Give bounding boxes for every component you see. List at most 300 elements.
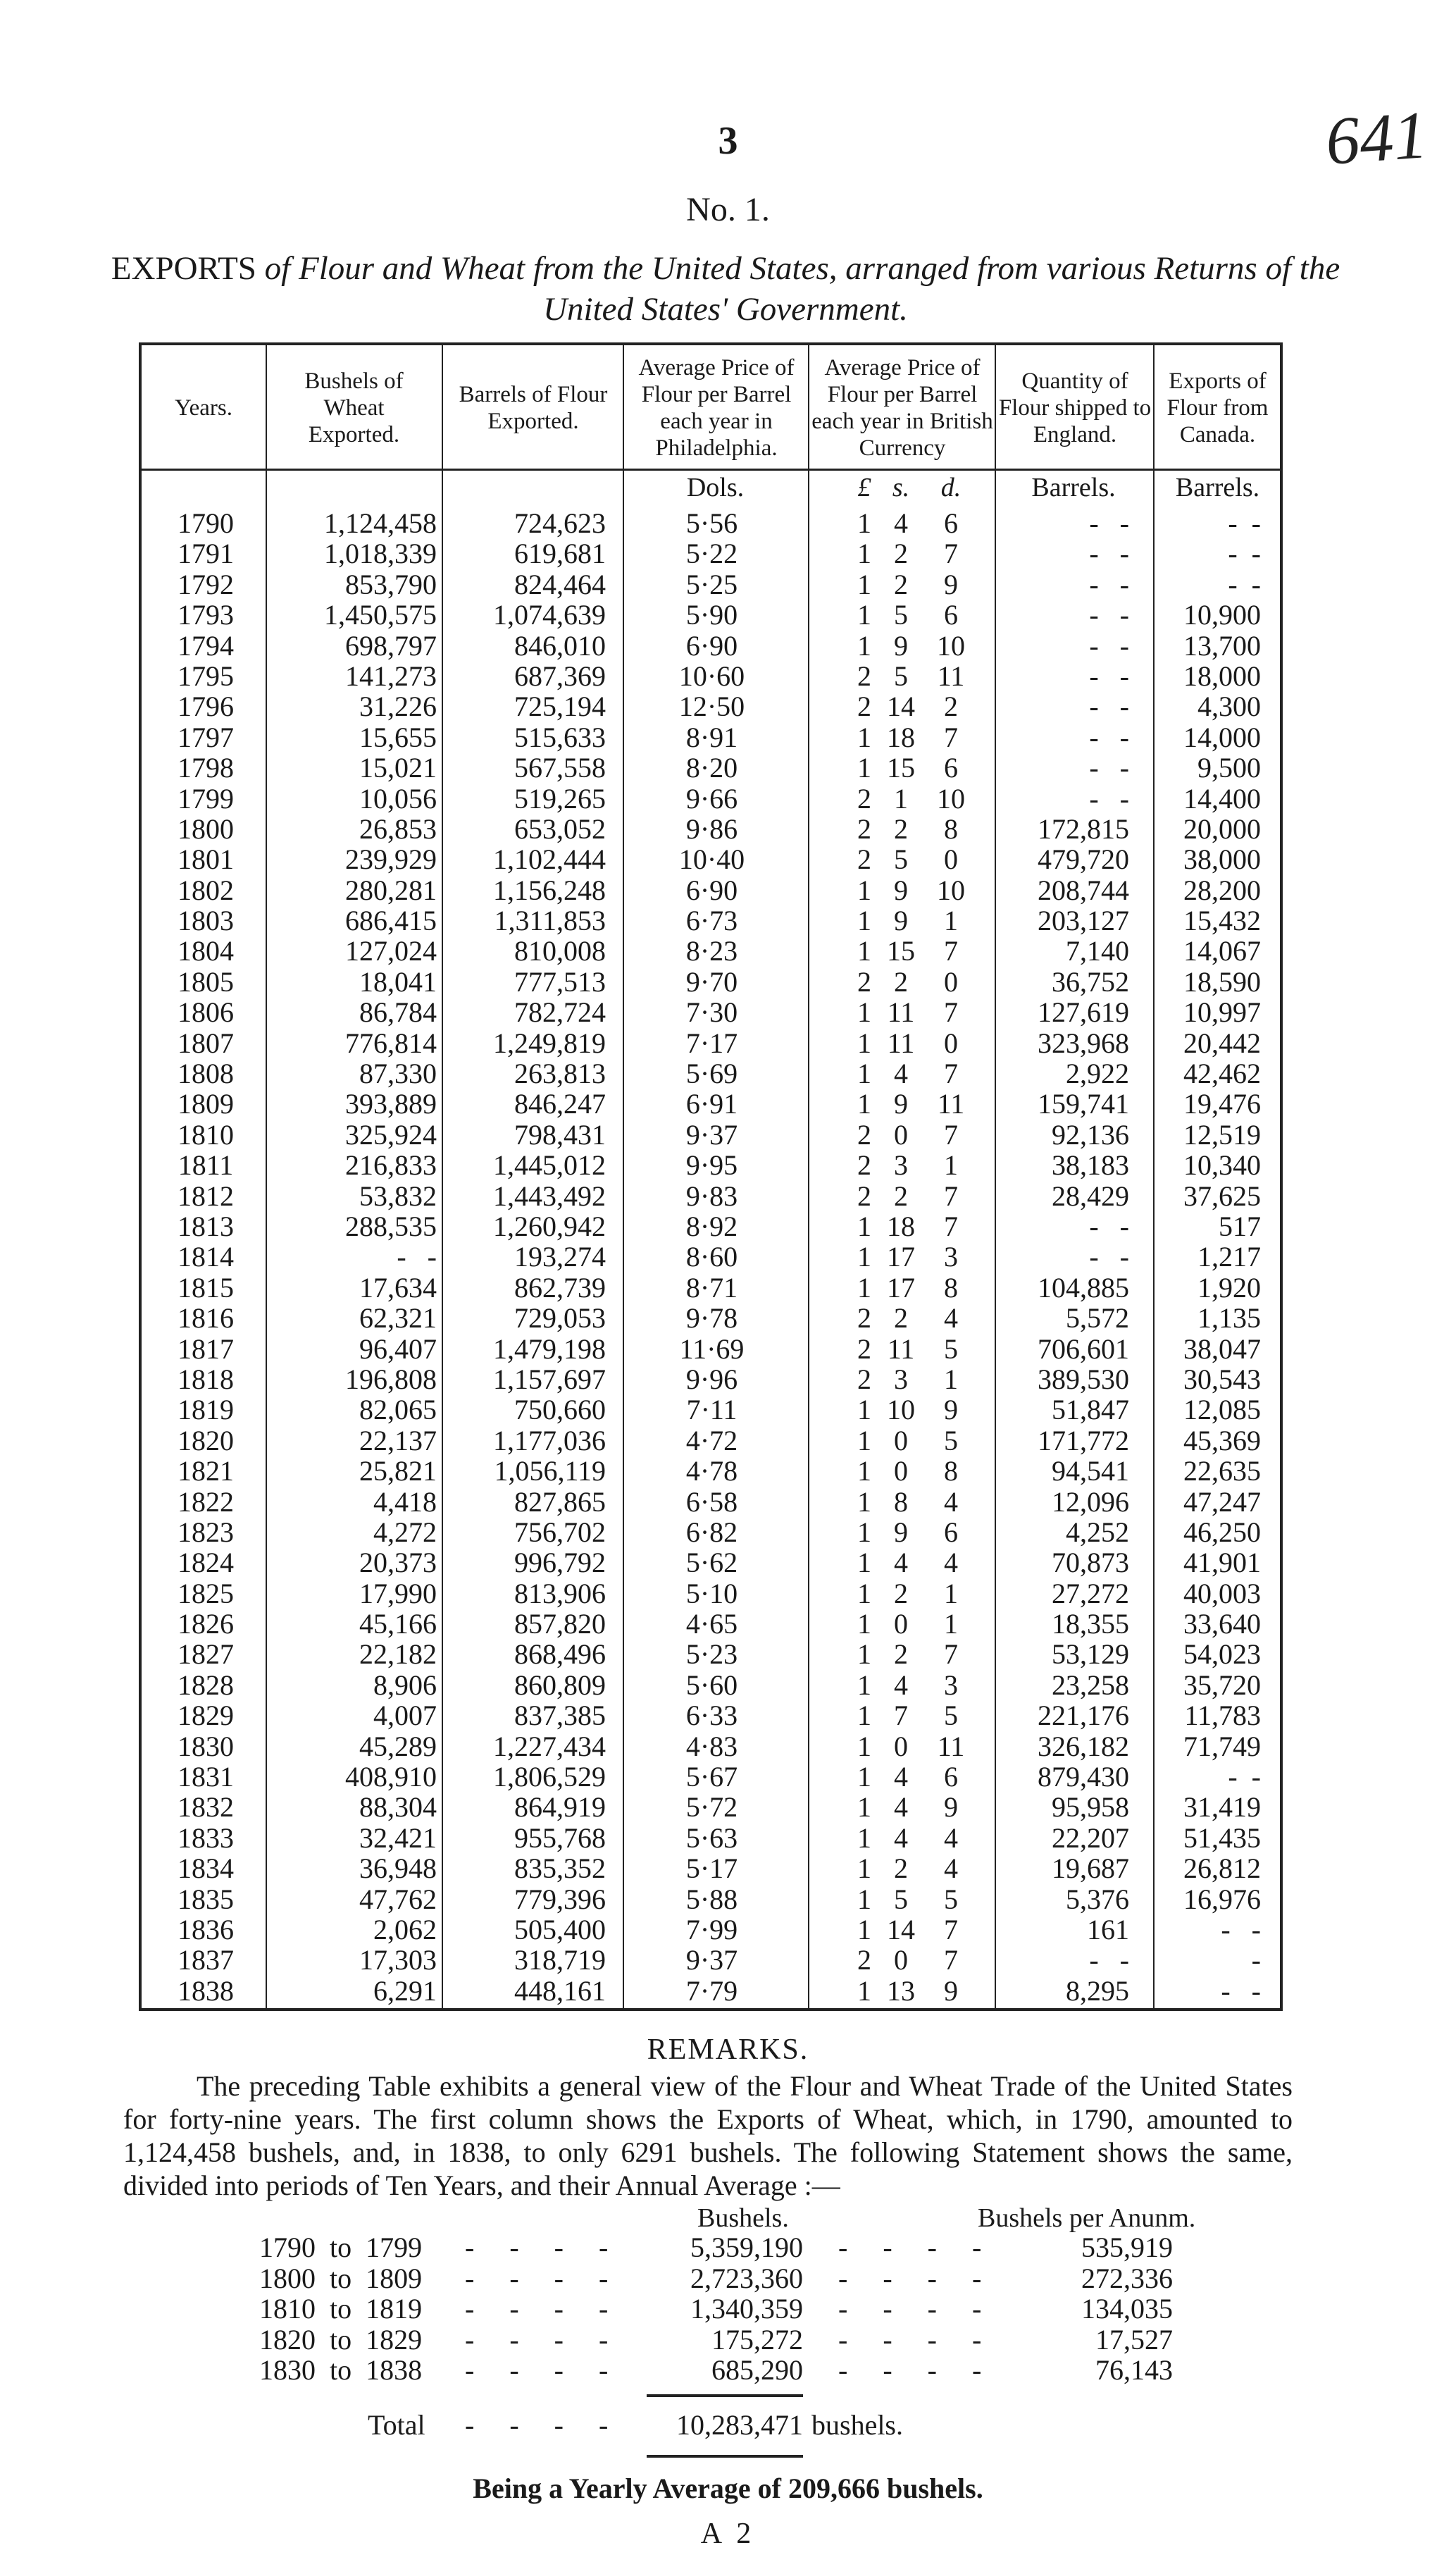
table-row [0, 508, 1456, 538]
cell-pounds: 2 [857, 1302, 871, 1335]
cell-year: 1806 [178, 996, 234, 1029]
cell-england: 12,096 [1052, 1485, 1129, 1518]
cell-philadelphia-price: 5·60 [685, 1669, 738, 1701]
cell-canada: 13,700 [1183, 629, 1261, 662]
cell-year: 1801 [178, 843, 234, 876]
cell-shillings: 2 [894, 965, 908, 998]
cell-year: 1795 [178, 660, 234, 692]
cell-philadelphia-price: 9·78 [685, 1302, 738, 1335]
cell-pence: 7 [944, 1180, 958, 1212]
cell-england: - - [1089, 629, 1129, 662]
cell-bushels: 96,407 [359, 1332, 437, 1365]
cell-shillings: 2 [894, 1638, 908, 1671]
cell-england: 18,355 [1052, 1608, 1129, 1640]
table-row [0, 691, 1456, 722]
cell-philadelphia-price: 6·73 [685, 905, 738, 937]
cell-canada: 38,000 [1183, 843, 1261, 876]
cell-england: 8,295 [1066, 1974, 1129, 2007]
cell-shillings: 9 [894, 1088, 908, 1120]
cell-bushels: 62,321 [359, 1302, 437, 1335]
table-row [0, 1089, 1456, 1119]
cell-pounds: 1 [857, 1027, 871, 1059]
cell-bushels: 776,814 [345, 1027, 437, 1059]
cell-pounds: 2 [857, 1363, 871, 1395]
table-row [0, 1609, 1456, 1639]
cell-shillings: 2 [894, 1852, 908, 1885]
cell-canada: 517 [1219, 1210, 1261, 1242]
cell-barrels: 1,074,639 [493, 599, 606, 631]
cell-bushels: 2,062 [373, 1913, 437, 1945]
cell-bushels: 239,929 [345, 843, 437, 876]
cell-barrels: 1,177,036 [493, 1424, 606, 1456]
cell-barrels: 193,274 [514, 1241, 606, 1273]
cell-shillings: 11 [887, 1027, 915, 1059]
cell-canada: 45,369 [1183, 1424, 1261, 1456]
table-row [0, 1517, 1456, 1547]
leader-dots: - - - - [838, 2323, 982, 2356]
cell-shillings: 0 [894, 1424, 908, 1456]
period-label: 1820 to 1829 [259, 2323, 423, 2356]
remarks-paragraph: The preceding Table exhibits a general view of the Flour and Wheat Trade of the United States for forty-nine years. The first column shows the Exports of Wheat, which, in 1790, amounted to 1,124,458 bushels, and, in 1838, to only 6291 bushels. The following Statement shows the same, divided into periods of Ten Years, and their Annual Average :— [123, 2070, 1293, 2201]
unit-shilling: s. [892, 473, 910, 502]
cell-barrels: 567,558 [514, 752, 606, 784]
cell-shillings: 11 [887, 996, 915, 1029]
cell-pounds: 1 [857, 538, 871, 570]
period-label: 1790 to 1799 [259, 2231, 423, 2263]
cell-philadelphia-price: 7·99 [685, 1913, 738, 1945]
page-number: 3 [718, 119, 738, 163]
cell-pence: 7 [944, 1913, 958, 1945]
cell-bushels: 45,166 [359, 1608, 437, 1640]
unit-barrels-canada: Barrels. [1175, 473, 1260, 502]
table-row [0, 844, 1456, 874]
cell-philadelphia-price: 9·86 [685, 812, 738, 845]
cell-pence: 5 [944, 1883, 958, 1915]
cell-year: 1807 [178, 1027, 234, 1059]
cell-canada: 12,085 [1183, 1394, 1261, 1426]
cell-philadelphia-price: 4·83 [685, 1730, 738, 1762]
cell-bushels: 10,056 [359, 782, 437, 815]
period-label: 1810 to 1819 [259, 2293, 423, 2325]
header-british-price: Average Price of Flour per Barrel each year in British Currency [811, 355, 993, 461]
cell-pounds: 1 [857, 1577, 871, 1609]
cell-bushels: 17,303 [359, 1944, 437, 1976]
cell-canada: 41,901 [1183, 1547, 1261, 1579]
summary-row [0, 2263, 1456, 2294]
cell-philadelphia-price: 9·37 [685, 1944, 738, 1976]
cell-philadelphia-price: 7·17 [685, 1027, 738, 1059]
cell-canada: 18,590 [1183, 965, 1261, 998]
cell-pounds: 1 [857, 1638, 871, 1671]
cell-barrels: 1,311,853 [494, 905, 606, 937]
cell-england: 221,176 [1038, 1700, 1129, 1732]
summary-header-average: Bushels per Anunm. [978, 2203, 1196, 2233]
cell-bushels: 32,421 [359, 1821, 437, 1854]
period-bushels: 685,290 [711, 2354, 803, 2386]
cell-philadelphia-price: 5·69 [685, 1058, 738, 1090]
cell-england: - - [1089, 1241, 1129, 1273]
cell-bushels: 87,330 [359, 1058, 437, 1090]
cell-canada: - - [1228, 538, 1261, 570]
table-row [0, 814, 1456, 844]
cell-canada: 1,135 [1197, 1302, 1261, 1335]
cell-barrels: 827,865 [514, 1485, 606, 1518]
cell-year: 1820 [178, 1424, 234, 1456]
cell-pence: 7 [944, 996, 958, 1029]
cell-barrels: 1,249,819 [493, 1027, 606, 1059]
table-row [0, 569, 1456, 600]
cell-bushels: 20,373 [359, 1547, 437, 1579]
cell-year: 1812 [178, 1180, 234, 1212]
signature-mark: A 2 [700, 2518, 756, 2550]
cell-england: 323,968 [1038, 1027, 1129, 1059]
cell-shillings: 4 [894, 1821, 908, 1854]
cell-pence: 4 [944, 1821, 958, 1854]
cell-canada: - - [1228, 568, 1261, 600]
cell-philadelphia-price: 4·65 [685, 1608, 738, 1640]
sum-rule-top [647, 2394, 803, 2397]
cell-bushels: 86,784 [359, 996, 437, 1029]
cell-year: 1816 [178, 1302, 234, 1335]
cell-pence: 4 [944, 1302, 958, 1335]
cell-canada: 42,462 [1183, 1058, 1261, 1090]
cell-pence: 5 [944, 1700, 958, 1732]
cell-england: 94,541 [1052, 1455, 1129, 1487]
cell-shillings: 9 [894, 629, 908, 662]
cell-shillings: 11 [887, 1332, 915, 1365]
summary-header-bushels: Bushels. [697, 2203, 789, 2233]
cell-barrels: 810,008 [514, 935, 606, 967]
cell-bushels: 325,924 [345, 1118, 437, 1151]
cell-canada: 26,812 [1183, 1852, 1261, 1885]
cell-pounds: 1 [857, 1088, 871, 1120]
cell-barrels: 756,702 [514, 1516, 606, 1548]
cell-shillings: 9 [894, 905, 908, 937]
cell-philadelphia-price: 8·71 [685, 1271, 738, 1304]
cell-bushels: 127,024 [345, 935, 437, 967]
cell-philadelphia-price: 5·90 [685, 599, 738, 631]
cell-philadelphia-price: 5·72 [685, 1791, 738, 1824]
cell-pence: 4 [944, 1547, 958, 1579]
cell-bushels: 36,948 [359, 1852, 437, 1885]
cell-canada: 54,023 [1183, 1638, 1261, 1671]
cell-philadelphia-price: 5·10 [685, 1577, 738, 1609]
cell-canada: 38,047 [1183, 1332, 1261, 1365]
table-row [0, 538, 1456, 569]
cell-year: 1817 [178, 1332, 234, 1365]
table-row [0, 1700, 1456, 1731]
cell-pence: 10 [937, 629, 965, 662]
cell-pounds: 2 [857, 691, 871, 723]
cell-year: 1834 [178, 1852, 234, 1885]
cell-barrels: 1,479,198 [493, 1332, 606, 1365]
cell-bushels: 4,272 [373, 1516, 437, 1548]
cell-canada: 18,000 [1183, 660, 1261, 692]
cell-pence: 4 [944, 1852, 958, 1885]
cell-canada: 12,519 [1183, 1118, 1261, 1151]
cell-barrels: 318,719 [514, 1944, 606, 1976]
cell-england: - - [1089, 752, 1129, 784]
header-years: Years. [175, 395, 232, 421]
cell-pence: 9 [944, 1974, 958, 2007]
header-philadelphia-price: Average Price of Flour per Barrel each year in Philadelphia. [638, 355, 795, 461]
cell-pounds: 1 [857, 1791, 871, 1824]
cell-england: 2,922 [1066, 1058, 1129, 1090]
period-bushels: 2,723,360 [690, 2262, 803, 2294]
cell-barrels: 835,352 [514, 1852, 606, 1885]
total-label: Total [368, 2409, 425, 2441]
cell-shillings: 14 [887, 691, 915, 723]
cell-philadelphia-price: 6·91 [685, 1088, 738, 1120]
cell-england: 159,741 [1038, 1088, 1129, 1120]
cell-england: 172,815 [1038, 812, 1129, 845]
cell-philadelphia-price: 5·23 [685, 1638, 738, 1671]
cell-year: 1790 [178, 507, 234, 539]
cell-canada: 22,635 [1183, 1455, 1261, 1487]
cell-england: 5,572 [1066, 1302, 1129, 1335]
leader-dots: - - - - [465, 2231, 609, 2263]
period-average: 134,035 [1081, 2293, 1173, 2325]
cell-pounds: 1 [857, 1271, 871, 1304]
table-row [0, 1273, 1456, 1303]
cell-philadelphia-price: 5·62 [685, 1547, 738, 1579]
cell-year: 1808 [178, 1058, 234, 1090]
cell-philadelphia-price: 11·69 [679, 1332, 745, 1365]
cell-canada: 35,720 [1183, 1669, 1261, 1701]
cell-bushels: 8,906 [373, 1669, 437, 1701]
cell-england: 104,885 [1038, 1271, 1129, 1304]
cell-england: 53,129 [1052, 1638, 1129, 1671]
cell-year: 1800 [178, 812, 234, 845]
cell-pence: 11 [937, 1730, 965, 1762]
section-title: No. 1. [686, 191, 770, 228]
cell-canada: 4,300 [1197, 691, 1261, 723]
summary-periods [0, 2232, 1456, 2386]
cell-shillings: 9 [894, 1516, 908, 1548]
cell-bushels: 88,304 [359, 1791, 437, 1824]
cell-philadelphia-price: 7·11 [686, 1394, 738, 1426]
cell-shillings: 0 [894, 1944, 908, 1976]
cell-year: 1830 [178, 1730, 234, 1762]
cell-philadelphia-price: 9·95 [685, 1149, 738, 1182]
cell-england: 7,140 [1066, 935, 1129, 967]
cell-philadelphia-price: 10·40 [678, 843, 745, 876]
cell-pounds: 1 [857, 1852, 871, 1885]
cell-pounds: 1 [857, 1913, 871, 1945]
cell-year: 1815 [178, 1271, 234, 1304]
cell-canada: 19,476 [1183, 1088, 1261, 1120]
cell-canada: - [1251, 1944, 1261, 1976]
cell-barrels: 846,247 [514, 1088, 606, 1120]
cell-pounds: 2 [857, 1332, 871, 1365]
leader-dots: - - - - [838, 2293, 982, 2325]
cell-philadelphia-price: 5·88 [685, 1883, 738, 1915]
heading-lead: EXPORTS [111, 250, 256, 287]
cell-bushels: 1,018,339 [324, 538, 437, 570]
cell-philadelphia-price: 12·50 [678, 691, 745, 723]
cell-pence: 0 [944, 965, 958, 998]
period-bushels: 5,359,190 [690, 2231, 803, 2263]
period-average: 76,143 [1095, 2354, 1173, 2386]
cell-pounds: 1 [857, 1730, 871, 1762]
cell-shillings: 17 [887, 1271, 915, 1304]
cell-barrels: 687,369 [514, 660, 606, 692]
period-label: 1800 to 1809 [259, 2262, 423, 2294]
table-row [0, 1884, 1456, 1914]
cell-bushels: 196,808 [345, 1363, 437, 1395]
table-row [0, 1303, 1456, 1333]
cell-year: 1825 [178, 1577, 234, 1609]
cell-shillings: 5 [894, 1883, 908, 1915]
leader-dots: - - - - [838, 2231, 982, 2263]
cell-barrels: 653,052 [514, 812, 606, 845]
total-unit: bushels. [811, 2409, 903, 2441]
period-average: 272,336 [1081, 2262, 1173, 2294]
period-label: 1830 to 1838 [259, 2354, 423, 2386]
cell-bushels: 22,137 [359, 1424, 437, 1456]
cell-barrels: 813,906 [514, 1577, 606, 1609]
cell-canada: 30,543 [1183, 1363, 1261, 1395]
cell-bushels: 216,833 [345, 1149, 437, 1182]
table-row [0, 1578, 1456, 1609]
cell-barrels: 519,265 [514, 782, 606, 815]
cell-pence: 10 [937, 782, 965, 815]
cell-barrels: 725,194 [514, 691, 606, 723]
cell-year: 1798 [178, 752, 234, 784]
cell-england: - - [1089, 538, 1129, 570]
cell-pounds: 1 [857, 629, 871, 662]
cell-barrels: 1,445,012 [493, 1149, 606, 1182]
table-row [0, 753, 1456, 783]
cell-pence: 6 [944, 1516, 958, 1548]
summary-row [0, 2293, 1456, 2325]
cell-england: 51,847 [1052, 1394, 1129, 1426]
cell-pounds: 1 [857, 996, 871, 1029]
cell-england: 879,430 [1038, 1761, 1129, 1793]
cell-barrels: 868,496 [514, 1638, 606, 1671]
cell-pence: 5 [944, 1424, 958, 1456]
cell-philadelphia-price: 8·91 [685, 721, 738, 753]
cell-england: - - [1089, 1210, 1129, 1242]
cell-barrels: 448,161 [514, 1974, 606, 2007]
cell-pounds: 1 [857, 721, 871, 753]
cell-shillings: 0 [894, 1455, 908, 1487]
table-row [0, 1120, 1456, 1150]
cell-pounds: 1 [857, 1058, 871, 1090]
table-row [0, 722, 1456, 753]
cell-philadelphia-price: 9·37 [685, 1118, 738, 1151]
cell-canada: 37,625 [1183, 1180, 1261, 1212]
table-row [0, 1150, 1456, 1180]
total-leader: - - - - [465, 2409, 609, 2441]
cell-barrels: 1,806,529 [493, 1761, 606, 1793]
cell-shillings: 7 [894, 1700, 908, 1732]
header-canada-exports: Exports of Flour from Canada. [1166, 369, 1269, 447]
cell-canada: 10,340 [1183, 1149, 1261, 1182]
cell-pounds: 1 [857, 1424, 871, 1456]
table-row [0, 1976, 1456, 2006]
cell-canada: 20,442 [1183, 1027, 1261, 1059]
cell-canada: 1,920 [1197, 1271, 1261, 1304]
table-row [0, 1456, 1456, 1486]
cell-barrels: 1,102,444 [493, 843, 606, 876]
cell-philadelphia-price: 5·63 [685, 1821, 738, 1854]
table-heading [106, 248, 1345, 330]
cell-shillings: 13 [887, 1974, 915, 2007]
cell-england: 27,272 [1052, 1577, 1129, 1609]
cell-canada: - - [1221, 1974, 1261, 2007]
cell-shillings: 18 [887, 1210, 915, 1242]
cell-canada: 31,419 [1183, 1791, 1261, 1824]
cell-england: - - [1089, 660, 1129, 692]
cell-philadelphia-price: 5·17 [685, 1852, 738, 1885]
cell-philadelphia-price: 4·72 [685, 1424, 738, 1456]
cell-bushels: 686,415 [345, 905, 437, 937]
table-row [0, 1334, 1456, 1364]
cell-pence: 8 [944, 1455, 958, 1487]
cell-pounds: 1 [857, 752, 871, 784]
table-row [0, 784, 1456, 814]
cell-england: - - [1089, 507, 1129, 539]
cell-pence: 3 [944, 1669, 958, 1701]
cell-year: 1805 [178, 965, 234, 998]
cell-pence: 7 [944, 1118, 958, 1151]
cell-england: - - [1089, 599, 1129, 631]
cell-canada: - - [1228, 1761, 1261, 1793]
table-row [0, 1425, 1456, 1456]
header-barrels: Barrels of Flour Exported. [459, 382, 608, 434]
table-row [0, 1547, 1456, 1578]
cell-philadelphia-price: 6·82 [685, 1516, 738, 1548]
cell-year: 1797 [178, 721, 234, 753]
cell-shillings: 2 [894, 538, 908, 570]
cell-bushels: 280,281 [345, 874, 437, 906]
cell-canada: 14,067 [1183, 935, 1261, 967]
cell-year: 1814 [178, 1241, 234, 1273]
cell-england: 5,376 [1066, 1883, 1129, 1915]
cell-shillings: 4 [894, 1547, 908, 1579]
cell-philadelphia-price: 8·60 [685, 1241, 738, 1273]
sum-rule-bottom [647, 2455, 803, 2458]
cell-barrels: 505,400 [514, 1913, 606, 1945]
cell-barrels: 864,919 [514, 1791, 606, 1824]
cell-philadelphia-price: 7·30 [685, 996, 738, 1029]
cell-england: 36,752 [1052, 965, 1129, 998]
cell-shillings: 4 [894, 1058, 908, 1090]
cell-barrels: 779,396 [514, 1883, 606, 1915]
cell-bushels: 1,124,458 [324, 507, 437, 539]
cell-canada: 20,000 [1183, 812, 1261, 845]
cell-pounds: 2 [857, 660, 871, 692]
cell-philadelphia-price: 7·79 [685, 1974, 738, 2007]
cell-pence: 6 [944, 507, 958, 539]
cell-pence: 1 [944, 1363, 958, 1395]
cell-pence: 1 [944, 1608, 958, 1640]
cell-pence: 7 [944, 1058, 958, 1090]
cell-pence: 7 [944, 721, 958, 753]
cell-pence: 8 [944, 812, 958, 845]
cell-canada: 40,003 [1183, 1577, 1261, 1609]
cell-year: 1793 [178, 599, 234, 631]
cell-year: 1836 [178, 1913, 234, 1945]
table-row [0, 1639, 1456, 1669]
cell-shillings: 14 [887, 1913, 915, 1945]
cell-year: 1831 [178, 1761, 234, 1793]
cell-england: 479,720 [1038, 843, 1129, 876]
cell-pence: 6 [944, 752, 958, 784]
cell-barrels: 798,431 [514, 1118, 606, 1151]
summary-row [0, 2325, 1456, 2356]
